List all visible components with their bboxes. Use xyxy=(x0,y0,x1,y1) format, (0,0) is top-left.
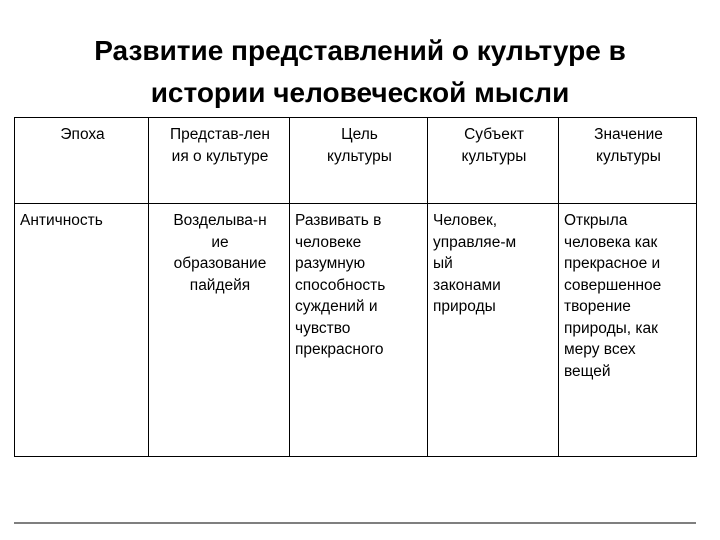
header-cell-epoch xyxy=(15,118,149,204)
slide-title xyxy=(0,30,720,114)
culture-history-table xyxy=(14,117,697,457)
header-epoch-text: Эпоха xyxy=(60,126,105,143)
table-header-row xyxy=(15,118,697,204)
cell-goal xyxy=(290,204,428,457)
header-cell-goal xyxy=(290,118,428,204)
table-row xyxy=(15,204,697,457)
header-cell-idea xyxy=(149,118,290,204)
footer-divider xyxy=(14,522,696,524)
cell-subject xyxy=(428,204,559,457)
slide-title-line-2: истории человеческой мысли xyxy=(150,77,570,108)
cell-subject-text: Человек, управляе-м ый законами природы xyxy=(433,212,517,315)
cell-idea xyxy=(149,204,290,457)
header-meaning-text: Значение культуры xyxy=(594,126,663,165)
header-cell-subject xyxy=(428,118,559,204)
cell-epoch xyxy=(15,204,149,457)
header-subject-text: Субъект культуры xyxy=(461,126,527,165)
cell-epoch-text: Античность xyxy=(20,212,103,229)
cell-meaning xyxy=(559,204,697,457)
header-idea-text: Представ-лен ия о культуре xyxy=(169,126,270,165)
cell-goal-text: Развивать в человеке разумную способность суждений и чувство прекрасного xyxy=(295,212,386,358)
slide-title-line-1: Развитие представлений о культуре в xyxy=(94,35,626,66)
header-cell-meaning xyxy=(559,118,697,204)
cell-meaning-text: Открыла человека как прекрасное и совершенное творение природы, как меру всех вещей xyxy=(564,212,662,380)
cell-idea-text: Возделыва-н ие образование пайдейя xyxy=(173,212,267,294)
header-goal-text: Цель культуры xyxy=(327,126,392,165)
